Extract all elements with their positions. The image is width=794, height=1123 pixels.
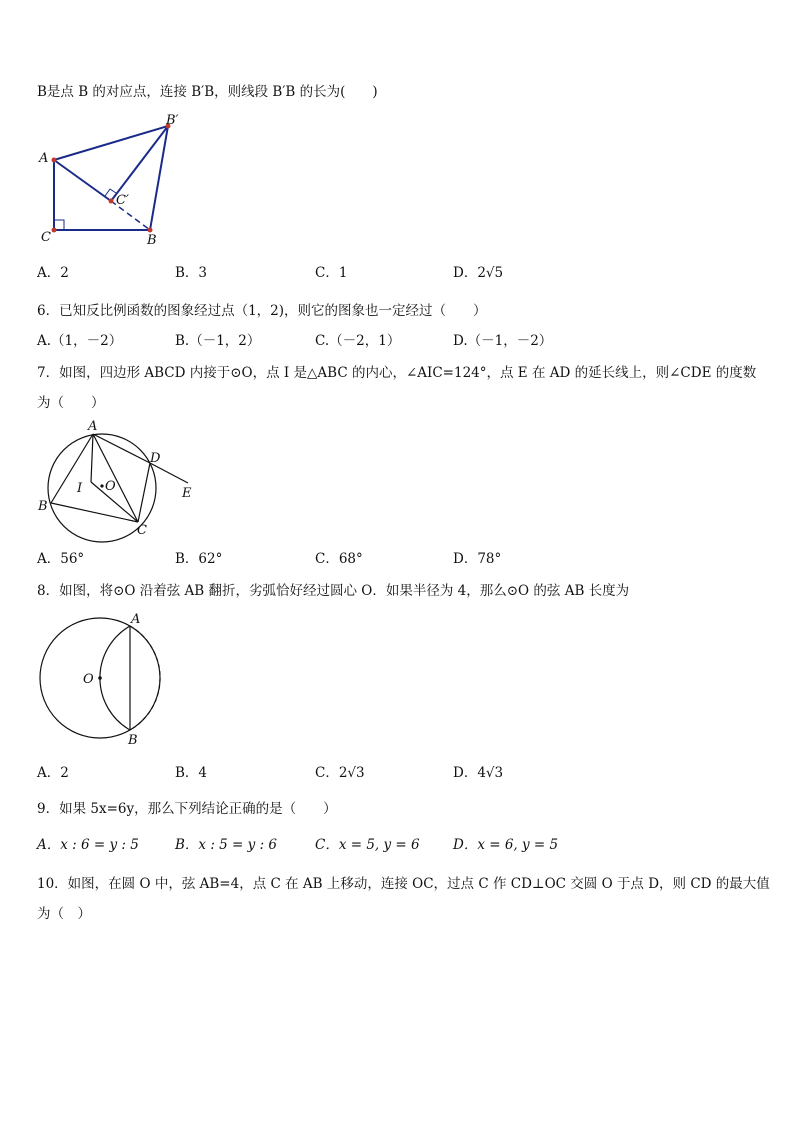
q5-point-c xyxy=(52,228,57,233)
q8-label-a: A xyxy=(131,612,141,627)
q5-point-cp xyxy=(109,199,114,204)
q10-stem-line2: 为（ ） xyxy=(37,906,91,922)
q8-option-b[interactable]: B．4 xyxy=(175,765,208,781)
q6-stem: 6．已知反比例函数的图象经过点（1，2)，则它的图象也一定经过（ ） xyxy=(37,303,487,319)
q6-option-d[interactable]: D.（－1，－2） xyxy=(453,333,553,349)
q7-option-b[interactable]: B．62° xyxy=(175,551,223,567)
q9-stem: 9．如果 5x=6y，那么下列结论正确的是（ ） xyxy=(37,801,337,817)
q7-stem-line2: 为（ ） xyxy=(37,395,105,411)
q8-label-o: O xyxy=(83,672,94,687)
q5-point-a xyxy=(52,158,57,163)
q7-option-a[interactable]: A．56° xyxy=(37,551,85,567)
q8-option-c[interactable]: C．2√3 xyxy=(315,765,365,781)
q7-label-b: B xyxy=(38,499,48,514)
q9-option-d[interactable]: D．x = 6, y = 5 xyxy=(453,837,559,853)
q9-option-b[interactable]: B．x : 5 = y : 6 xyxy=(175,837,277,853)
q5-label-b: B xyxy=(147,233,157,248)
q5-option-c[interactable]: C．1 xyxy=(315,265,348,281)
q9-option-c[interactable]: C．x = 5, y = 6 xyxy=(315,837,420,853)
q7-option-c[interactable]: C．68° xyxy=(315,551,363,567)
q7-option-d[interactable]: D．78° xyxy=(453,551,502,567)
q5-option-b[interactable]: B．3 xyxy=(175,265,208,281)
q5-point-b xyxy=(148,228,153,233)
q5-label-c: C xyxy=(41,230,51,245)
q8-option-d[interactable]: D．4√3 xyxy=(453,765,504,781)
q5-figure xyxy=(30,110,200,250)
q5-label-a: A xyxy=(39,151,49,166)
q7-stem-line1: 7．如图，四边形 ABCD 内接于⊙O，点 I 是△ABC 的内心，∠AIC=124°，点 E 在 AD 的延长线上，则∠CDE 的度数 xyxy=(37,365,757,381)
q6-option-a[interactable]: A.（1，－2） xyxy=(37,333,123,349)
q10-stem-line1: 10．如图，在圆 O 中，弦 AB=4，点 C 在 AB 上移动，连接 OC，过点 C 作 CD⊥OC 交圆 O 于点 D，则 CD 的最大值 xyxy=(37,876,770,892)
q5-stem: B是点 B 的对应点，连接 B′B，则线段 B′B 的长为( ) xyxy=(37,84,378,100)
q5-option-d[interactable]: D．2√5 xyxy=(453,265,504,281)
q5-option-a[interactable]: A．2 xyxy=(37,265,69,281)
q8-figure xyxy=(30,606,180,751)
q7-label-o: O xyxy=(105,479,116,494)
q8-stem: 8．如图，将⊙O 沿着弦 AB 翻折，劣弧恰好经过圆心 O．如果半径为 4，那么⊙O 的弦 AB 长度为 xyxy=(37,583,630,599)
q7-label-c: C xyxy=(137,523,147,538)
q9-option-a[interactable]: A．x : 6 = y : 5 xyxy=(37,837,139,853)
q5-label-cp: C′ xyxy=(116,193,129,208)
q8-option-a[interactable]: A．2 xyxy=(37,765,69,781)
q7-figure xyxy=(30,418,210,543)
q7-label-a: A xyxy=(88,419,98,434)
q7-label-d: D xyxy=(150,451,161,466)
q8-label-b: B xyxy=(128,733,138,748)
q7-label-i: I xyxy=(77,481,83,496)
q5-label-bp: B′ xyxy=(166,113,179,128)
q7-label-e: E xyxy=(182,486,192,501)
q6-option-b[interactable]: B.（－1，2） xyxy=(175,333,261,349)
q6-option-c[interactable]: C.（－2，1） xyxy=(315,333,401,349)
